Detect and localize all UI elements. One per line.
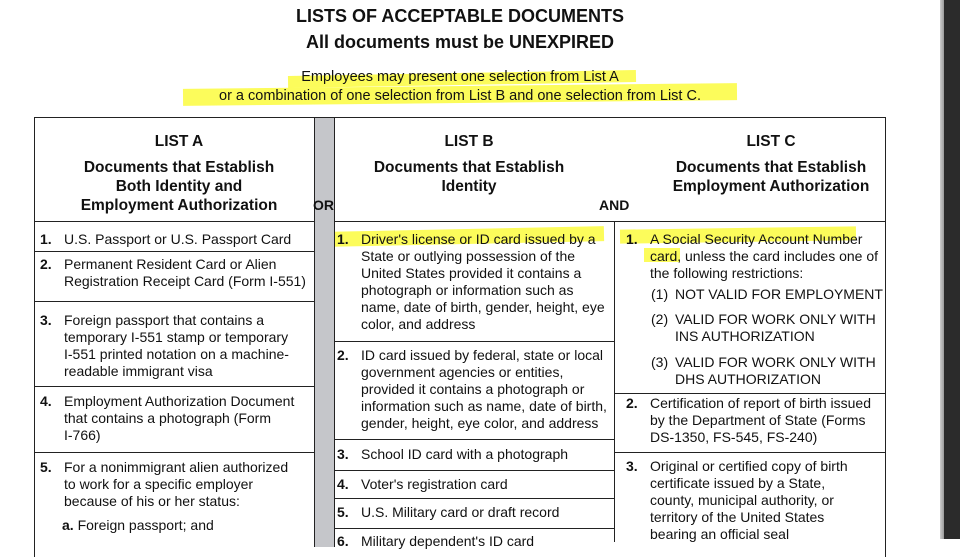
item-text [64,256,306,290]
item-text [650,395,871,446]
item-text-line: because of his or her status: [64,493,240,509]
header-rule-bc [334,221,886,222]
item-text-line: A Social Security Account Number [650,231,863,247]
item-text-line: by the Department of State (Forms [650,412,866,428]
item-text [64,459,288,510]
item-number: 2. [626,395,638,411]
row-rule [334,498,614,499]
list-c-desc-line-2: Employment Authorization [672,178,870,195]
item-text-line: name, date of birth, gender, height, eye [361,299,605,315]
item-text-line: to work for a specific employer [64,476,254,492]
item-text-line: I-766) [64,427,101,443]
item-text-line: certificate issued by a State, [650,475,826,491]
item-text-line: INS AUTHORIZATION [675,328,815,344]
item-text-line: that contains a photograph (Form [64,410,272,426]
item-text-line: gender, height, eye color, and address [361,415,599,431]
item-text-line: Certification of report of birth issued [650,395,871,411]
item-text-line: I-551 printed notation on a machine- [64,346,289,362]
item-text-line: Driver's license or ID card issued by a [361,231,596,247]
or-conjunction: OR [313,197,334,213]
item-text-line: Foreign passport that contains a [64,312,265,328]
list-b-title: LIST B [444,133,494,150]
item-text-line: provided it contains a photograph or [361,381,585,397]
item-text-line: color, and address [361,316,476,332]
item-text-line: Registration Receipt Card (Form I-551) [64,273,306,289]
row-rule [34,452,314,453]
list-a-title: LIST A [154,133,204,150]
list-c-title: LIST C [746,133,796,150]
list-a-desc-line-2: Both Identity and [115,178,243,195]
page-subtitle: All documents must be UNEXPIRED [305,32,615,52]
row-rule [334,528,614,529]
item-text [361,231,605,333]
item-text [361,504,559,521]
row-rule [334,470,614,471]
item-text [675,311,876,345]
row-rule [34,251,314,252]
item-number: 3. [626,458,638,474]
item-text [361,347,607,432]
intro-line-2: or a combination of one selection from List B and one selection from List C. [219,88,701,104]
list-a-header [34,132,324,215]
row-rule [334,439,614,440]
item-text [361,446,568,463]
item-text-line: School ID card with a photograph [361,446,569,462]
item-text-line: bearing an official seal [650,526,790,542]
list-b-desc-line-1: Documents that Establish [373,159,565,176]
item-text-line: Employment Authorization Document [64,393,295,409]
and-conjunction: AND [599,197,630,213]
item-text-line: U.S. Passport or U.S. Passport Card [64,231,292,247]
col-divider-b-right [614,222,615,542]
item-number: 4. [40,393,52,409]
item-text [650,231,878,282]
item-text [675,286,883,303]
item-text-line: For a nonimmigrant alien authorized [64,459,289,475]
item-text-line: VALID FOR WORK ONLY WITH [675,311,876,327]
list-b-desc-line-2: Identity [441,178,497,195]
item-text-line: U.S. Military card or draft record [361,504,560,520]
item-text-line: Voter's registration card [361,476,508,492]
item-number: 3. [337,446,349,462]
item-text-line: Original or certified copy of birth [650,458,848,474]
list-a-desc-line-3: Employment Authorization [80,197,278,214]
item-text [675,354,876,388]
item-number: 4. [337,476,349,492]
item-text-line: readable immigrant visa [64,363,213,379]
item-number: (1) [651,286,669,302]
item-number: 1. [40,231,52,247]
row-rule [614,393,886,394]
item-number: (2) [651,311,669,327]
list-c-header [640,132,902,196]
header-rule-a [34,221,314,222]
item-text [64,312,289,380]
list-b-header [334,132,604,196]
item-text [64,231,291,248]
item-text-line: ID card issued by federal, state or local [361,347,604,363]
item-number: 1. [337,231,349,247]
item-text-line: Permanent Resident Card or Alien [64,256,277,272]
row-rule [614,452,886,453]
item-text-line: DHS AUTHORIZATION [675,371,821,387]
item-text [650,458,848,543]
item-number: 3. [40,312,52,328]
item-text-line: county, municipal authority, or [650,492,834,508]
item-text-line: United States provided it contains a [361,265,582,281]
item-number: 2. [337,347,349,363]
item-text [361,533,534,550]
item-text-line: NOT VALID FOR EMPLOYMENT [675,286,883,302]
sub-item-letter: a. [62,517,74,533]
item-text-line: information such as name, date of birth, [361,398,607,414]
item-number: 5. [40,459,52,475]
row-rule [334,341,614,342]
row-rule [34,386,314,387]
item-text [64,393,294,444]
item-text-line: temporary I-551 stamp or temporary [64,329,289,345]
item-text-line: territory of the United States [650,509,825,525]
item-text-line: Military dependent's ID card [361,533,535,549]
item-text-line: VALID FOR WORK ONLY WITH [675,354,876,370]
viewer-background [944,0,960,539]
item-text [361,476,508,493]
item-number: 6. [337,533,349,549]
sub-item-text: Foreign passport; and [73,517,214,533]
item-number: 1. [626,231,638,247]
sub-item-a [62,517,214,534]
item-text-line: the following restrictions: [650,265,804,281]
item-number: 2. [40,256,52,272]
item-number: 5. [337,504,349,520]
item-text-line: State or outlying possession of the [361,248,576,264]
item-text-line: card, unless the card includes one of [650,248,879,264]
item-text-line: government agencies or entities, [361,364,564,380]
intro-line-1: Employees may present one selection from List A [301,69,619,85]
item-text-line: photograph or information such as [361,282,574,298]
page-title: LISTS OF ACCEPTABLE DOCUMENTS [296,6,624,26]
item-text-line: DS-1350, FS-545, FS-240) [650,429,818,445]
row-rule [34,301,314,302]
list-c-desc-line-1: Documents that Establish [675,159,867,176]
list-a-desc-line-1: Documents that Establish [83,159,275,176]
item-number: (3) [651,354,669,370]
